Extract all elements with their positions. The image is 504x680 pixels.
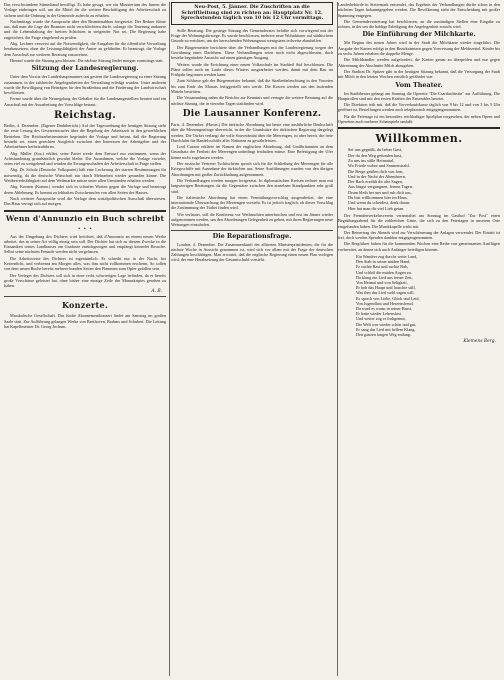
section-divider [4, 296, 166, 297]
article-paragraph: Hierauf wurde die Sitzung geschlossen. Die nächste Sitzung findet morgen vormittags statt. [10, 57, 164, 63]
poem-line: Da ward es warm in seiner Brust, [356, 306, 412, 312]
article-author: A. B. [151, 289, 162, 295]
poem-line: Sei uns gegrüßt, du lieber Gast, [348, 147, 403, 153]
article-paragraph: Nach weiterer Aussprache wird die Vorlage dem sozialpolitischen Ausschuß überwiesen. Das Haus vertagt sich auf morgen. [4, 195, 166, 207]
article-paragraph: Die italienische Abordnung hat einen Vermittlungsvorschlag ausgearbeitet, der eine internationale Überwachung der Meerengen vorsieht. Es ist jedoch fraglich, ob dieser Vorschlag die Zustimmung der Türkei finden wird. [171, 194, 333, 211]
article-paragraph: Stille Beratung. Die gestrige Sitzung des Gemeinderates befaßte sich vorwiegend mit der Frage der Wohnungsfürsorge. Es wurde beschlossen, mehrere neue Wohnhäuser auf städtischem Grunde zu errichten, um der herrschenden Wohnungsnot wenigstens teilweise abzuhelfen. [171, 27, 333, 44]
article-paragraph: Der Reinertrag des Abends wird zur Verschönerung der Anlagen verwendet. Der Eintritt ist frei, doch werden Spenden dankbar entgegengenommen. [338, 229, 500, 241]
poem-line: Den ganzen langen Weg entlang. [356, 332, 412, 338]
article-paragraph: Die Versammlung nahm die Berichte zur Kenntnis und vertagte die weitere Beratung auf die nächste Sitzung, die in vierzehn Tagen stattfinden wird. [171, 95, 333, 106]
poem-author: Klemens Berg. [463, 339, 496, 345]
poem-line: Du bist willkommen hier im Haus, [348, 195, 408, 201]
article-paragraph: Nachmittags wurde die Aussprache über den Beamtenabbau fortgesetzt. Der Redner führte aus, daß man die Lage der Beamten nicht verschlechtern dürfe, solange die Teuerung andauere und die Lebenshaltung der breiten Schichten in steigender Not sei. Die Regierung habe zugesichert, die Frage eingehend zu prüfen. [4, 18, 166, 40]
article-paragraph: Abg. Koenen (Komm.) wendet sich in scharfen Worten gegen die Vorlage und beantragt deren Ablehnung. Es kommt zu lebhaften Zwischenrufen von allen Seiten des Hauses. [4, 184, 166, 195]
article-paragraph: Der Verleger des Dichters soll sich in einer recht schwierigen Lage befinden, da er bereits große Vorschüsse geleistet hat, ohne bisher eine einzige Zeile des Manuskriptes gesehen zu haben. [4, 272, 166, 289]
poem-line: Er sang das Lied mit hellem Klang, [356, 326, 416, 332]
poem-line: Der du den Weg gefunden hast, [348, 152, 402, 158]
poem-line: Und wenn du scheidest, denk daran: [348, 200, 411, 206]
section-subheading: Vom Theater. [395, 80, 443, 89]
column-3 [338, 2, 500, 676]
column-1 [4, 2, 166, 676]
column-2 [171, 2, 333, 676]
article-paragraph: Die Gemeindevertretung hat beschlossen, an die zuständigen Stellen eine Eingabe zu richten, in der um die baldige Erledigung der Angelegenheit ersucht wird. [338, 18, 500, 30]
poem-line: Was ihm das Lied wohl sagen will. [356, 290, 415, 296]
poem-line: Die Welt war wieder schön und gut, [356, 321, 417, 327]
article-paragraph: Aus der Umgebung des Dichters wird berichtet, daß d'Annunzio an einem neuen Werke arbeitet, das in seiner Art völlig einzig sein soll. Der Dichter hat sich zu diesem Zwecke in die Einsamkeit seines Landhauses am Gardasee zurückgezogen und empfängt keinerlei Besuche. Selbst seine nächsten Freunde werden nicht vorgelassen. [4, 233, 166, 255]
article-paragraph: Weiters wurde die Errichtung einer neuen Volksschule im Stadtteil Süd beschlossen. Die Pläne sollen noch im Laufe dieses Winters ausgearbeitet werden, damit mit dem Bau im Frühjahr begonnen werden kann. [171, 61, 333, 78]
article-paragraph: Berlin, 4. Dezember. (Eigener Drahtbericht.) Auf der Tagesordnung der heutigen Sitzung steht die erste Lesung des Gesetzentwurfes über die Regelung der Arbeitszeit in den gewerblichen Betrieben. Der Reichsarbeitsminister begründet die Vorlage und betont, daß die Regierung bestrebt sei, einen gerechten Ausgleich zwischen den Interessen der Arbeitgeber und der Arbeitnehmer herbeizuführen. [4, 123, 166, 150]
article-paragraph: Im Stadttheater gelangt am Sonntag die Operette "Die Csardasfürstin" zur Aufführung. Die Hauptrollen sind mit den ersten Kräften des Ensembles besetzt. [338, 90, 500, 101]
poem-line: Den Stab in seiner müden Hand, [356, 259, 411, 265]
poem-line: Da klang ein Lied aus ferner Zeit, [356, 274, 413, 280]
heading-lausanne: Die Lausanner Konferenz. [182, 108, 322, 119]
poem-line: Die Berge grüßen dich von fern, [348, 168, 404, 174]
poem-line: Er hatte wieder Lebenslust. [356, 311, 402, 317]
section-divider [171, 230, 333, 231]
poem-line: Von Jugendlust und Herzensfreud, [356, 300, 414, 306]
poem-line: Er suchte Rast und suchte Ruh, [356, 264, 409, 270]
article-paragraph: Abg. Lechner verweist auf die Notwendigkeit, die Ausgaben für die öffentliche Verwaltung herabzusetzen, ohne die Leistungsfähigkeit der Ämter zu gefährden. Er beantragt, die Vorlage dem Ausschuß zur weiteren Beratung zuzuweisen. [4, 41, 166, 57]
article-paragraph: Landesbehörde in Steiermark entsendet, das Ergebnis der Verhandlungen dürfte schon in den nächsten Tagen bekanntgegeben werden. Die Bevölkerung sieht der Entscheidung mit großer Spannung entgegen. [338, 2, 500, 18]
poem-line: Und weiter zog er frohgemut, [356, 316, 406, 322]
poem-line: Aus längst vergangnen, fernen Tagen. [348, 184, 413, 190]
article-paragraph: Die Direktion teilt mit, daß die Vorverkaufskasse täglich von 9 bis 12 und von 3 bis 5 Uhr geöffnet ist. Bestellungen werden auch telephonisch entgegengenommen. [338, 102, 500, 113]
article-paragraph: Das verschwundene Stimmband bewilligt. Es habe gesagt, wie ein Ministerium des Innern die Vorlage einbringen soll, um die Mittel für die weitere Beschäftigung der Arbeiterschaft zu sichern und die Ordnung in der Gemeinde aufrecht zu erhalten. [4, 2, 166, 18]
bottom-poem [356, 254, 500, 337]
section-subheading: Sitzung der Landesregierung. [31, 64, 139, 73]
article-paragraph: Unter dem Vorsitz des Landeshauptmannes trat gestern die Landesregierung zu einer Sitzung zusammen, in der zahlreiche Angelegenheiten der Verwaltung erledigt wurden. Unter anderem wurde die Bewilligung von Beiträgen für den Straßenbau und die Förderung der Landwirtschaft beschlossen. [4, 74, 166, 96]
article-paragraph: Die Bergführer haben für die kommenden Wochen eine Reihe von gemeinsamen Ausflügen vorbereitet, an denen sich auch Anfänger beteiligen können. [338, 241, 500, 252]
article-paragraph: Paris, 4. Dezember. (Havas.) Die türkische Abordnung hat heute eine ausführliche Denkschrift über die Meerengenfrage überreicht, in der die Grundsätze der türkischen Regierung dargelegt werden. Die Türkei verlangt die volle Souveränität über die Meerengen, ist aber bereit, die freie Durchfahrt für Handelsschiffe aller Nationen zu gewährleisten. [171, 121, 333, 143]
heading-dannunzio: Wenn d'Annunzio ein Buch schreibt . . . [5, 213, 165, 231]
article-paragraph: Der Stadtrat Dr. Spitzer gibt in der heutigen Sitzung bekannt, daß die Versorgung der Stadt mit Milch in den letzten Wochen ernstlich gefährdet war. [338, 68, 500, 80]
article-paragraph: Die Milchhändler werden aufgefordert, die Karten genau zu überprüfen und nur gegen Abtrennung der Abschnitte Milch abzugeben. [338, 57, 500, 68]
poem-line: Und in der Nacht der Abendstern, [348, 173, 406, 179]
poem-line: Es sprach von Liebe, Glück und Leid, [356, 295, 420, 301]
article-paragraph: Ferner wurde über die Neuregelung der Gehälter für die Landesangestellten beraten und ein Ausschuß mit der Ausarbeitung der Vorschläge betraut. [4, 96, 166, 107]
poem-line: Ein Wandrer zog durchs weite Land, [356, 253, 418, 259]
article-paragraph: Der Fremdenverkehrsverein veranstaltet am Sonntag im Gasthof "Zur Post" einen Begrüßungsabend für die zahlreichen Gäste, die sich zu den Feiertagen in unserem Orte eingefunden haben. Die Musikkapelle wirkt mit. [338, 212, 500, 229]
poem-line: Der Bach erzählt dir alte Sagen, [348, 179, 403, 185]
article-paragraph: Abg. Müller (Soz.) erklärt, seine Partei werde dem Entwurf nur zustimmen, wenn der Achtstundentag grundsätzlich gewahrt bleibe. Die Ausnahmen, welche die Vorlage vorsehe, seien viel zu weitgehend und würden die Errungenschaften der Arbeiterschaft in Frage stellen. [4, 150, 166, 167]
welcome-poem [348, 147, 500, 211]
poem-line: Und schloß die müden Augen zu. [356, 269, 412, 275]
article-paragraph: Der Bürgermeister berichtete über die Verhandlungen mit der Landesregierung wegen der Gewährung eines Darlehens. Diese Verhandlungen seien noch nicht abgeschlossen, doch bestehe begründete Aussicht auf einen günstigen Ausgang. [171, 44, 333, 61]
heading-willkommen: Willkommen. [375, 132, 463, 146]
article-paragraph: Wie verlautet, soll die Konferenz vor Weihnachten unterbrochen und erst im Jänner wieder aufgenommen werden, um den Abordnungen Gelegenheit zu geben, mit ihren Regierungen neue Weisungen einzuholen. [171, 211, 333, 228]
editorial-notice-box: Neu-Post, 5. Jänner. Die Zuschriften an die Schriftleitung sind zu richten an: Hauptplatz Nr. 12. Sprechstunden täglich von 10 bis 12 Uhr vormittags. [171, 2, 333, 25]
heading-reichstag: Reichstag. [53, 110, 117, 122]
section-divider [4, 210, 166, 212]
article-paragraph: London, 4. Dezember. Die Zusammenkunft der alliierten Ministerpräsidenten, die für die nächste Woche in Aussicht genommen ist, wird sich vor allem mit der Frage der deutschen Zahlungen beschäftigen. Man erwartet, daß die englische Regierung einen neuen Plan vorlegen wird, der eine Herabsetzung der Gesamtschuld vorsieht. [171, 241, 333, 263]
poem-line: Drum bleib bei uns und ruh dich aus, [348, 189, 412, 195]
poem-line: Hier hat man dir viel Lieb getan. [348, 205, 405, 211]
article-paragraph: Abg. Dr. Scholz (Deutsche Volkspartei) hält eine Lockerung der starren Bestimmungen für notwendig, da die deutsche Wirtschaft nur durch Mehrarbeit wieder gesunden könne. Die Wettbewerbsfähigkeit auf dem Weltmarkte müsse unter allen Umständen erhalten werden. [4, 167, 166, 184]
poem-line: Wo Friede wohnt und Sonnenstrahl. [348, 163, 410, 169]
heading-reparation: Die Reparationsfrage. [212, 231, 292, 240]
article-paragraph: Zum Schlusse gab der Bürgermeister bekannt, daß die Straßenbeleuchtung in den Vororten bis zum Ende des Monats fertiggestellt sein werde. Die Kosten werden aus den laufenden Mitteln bestritten. [171, 78, 333, 95]
article-paragraph: Lord Curzon erklärte im Namen der englischen Abordnung, daß Großbritannien an dem Grundsatz der Freiheit der Meerengen unbedingt festhalten müsse. Eine Befestigung der Ufer könne nicht zugelassen werden. [171, 144, 333, 160]
article-paragraph: Mit Beginn des neuen Jahres wird in der Stadt die Milchkarte wieder eingeführt. Die Ausgabe der Karten erfolgt in den Bezirksämtern gegen Vorweisung der Meldezettel. Kinder bis zu sechs Jahren erhalten die doppelte Menge. [338, 40, 500, 57]
article-paragraph: Musikalische Gesellschaft. Das fünfte Abonnementkonzert findet am Samstag im großen Saale statt. Zur Aufführung gelangen Werke von Beethoven, Brahms und Schubert. Die Leitung hat Kapellmeister Dr. Georg Jochum. [4, 313, 166, 330]
section-subheading: Die Einführung der Milchkarte. [362, 30, 476, 39]
poem-line: Er hob das Haupt und lauschte still, [356, 285, 416, 291]
section-divider [338, 127, 500, 129]
article-paragraph: Die Verhandlungen werden morgen fortgesetzt. In diplomatischen Kreisen rechnet man mit langwierigen Beratungen, da die Gegensätze zwischen den einzelnen Standpunkten sehr groß sind. [171, 177, 333, 194]
article-paragraph: Der russische Vertreter Tschitscherin sprach sich für die Schließung der Meerengen für alle Kriegsschiffe mit Ausnahme der türkischen aus. Seine Ausführungen wurden von den übrigen Abordnungen mit großer Zurückhaltung aufgenommen. [171, 161, 333, 177]
article-paragraph: Für die Feiertage ist ein besonders reichhaltiger Spielplan vorgesehen, der neben Opern und Operetten auch mehrere Schauspiele umfaßt. [338, 113, 500, 125]
poem-line: Von Heimat und von Seligkeit, [356, 280, 408, 285]
article-paragraph: Die Arbeitsweise des Dichters ist eigentümlich. Er schreibt nur in der Nacht, bei Kerzenlicht, und verbrennt am Morgen alles, was ihm nicht vollkommen erscheint. So sollen von dem neuen Buche bereits mehrere hundert Seiten den Flammen zum Opfer gefallen sein. [4, 255, 166, 272]
poem-line: Zu uns ins stille Heimattal, [348, 157, 395, 163]
heading-konzerte: Konzerte. [61, 300, 109, 311]
